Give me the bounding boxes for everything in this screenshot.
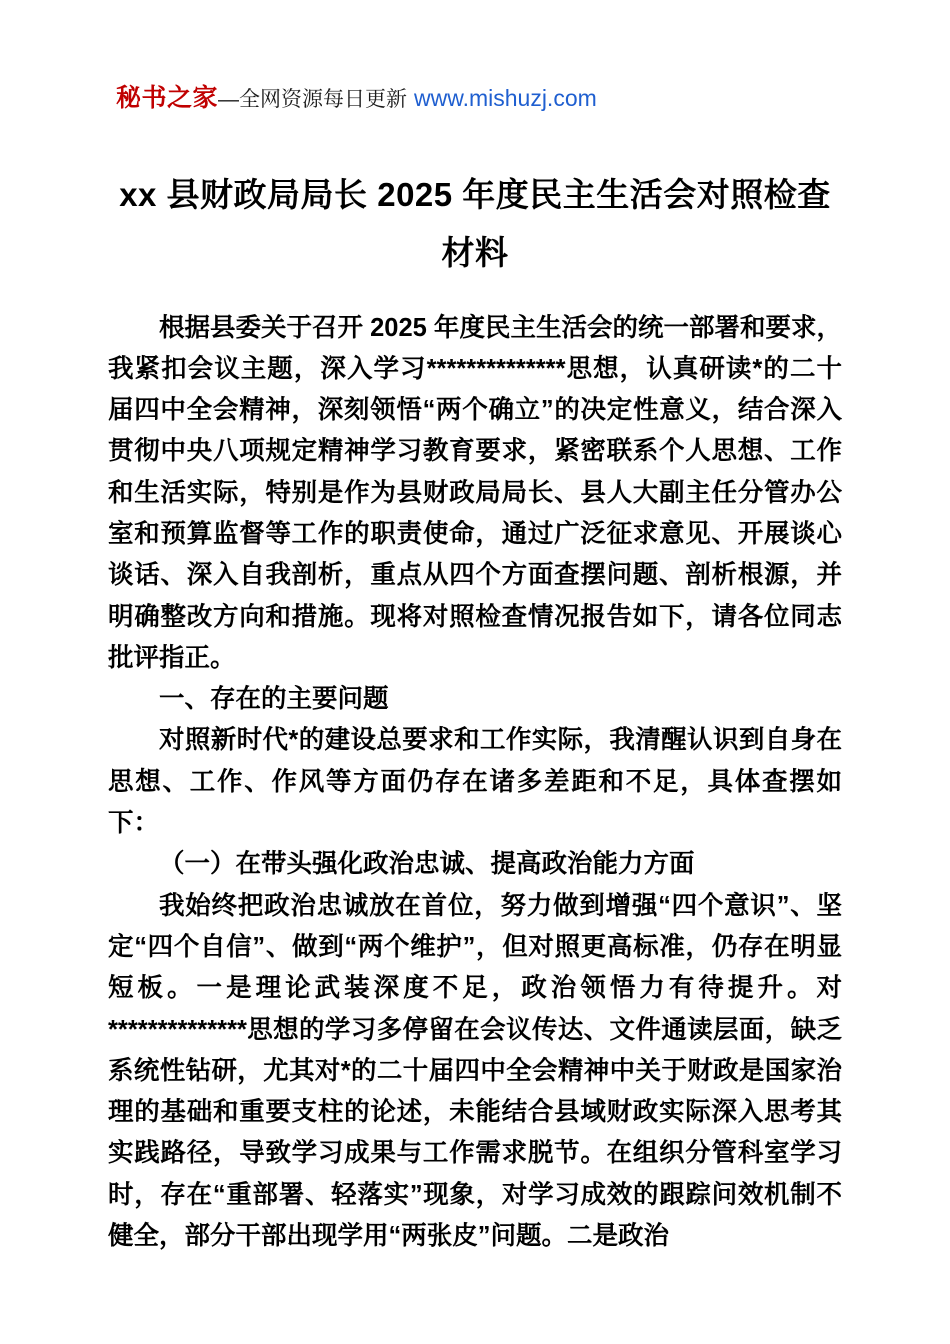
header-separator: — bbox=[218, 88, 240, 111]
header-tagline: 全网资源每日更新 bbox=[239, 88, 408, 111]
site-watermark-header bbox=[108, 78, 842, 114]
site-url-link[interactable]: www.mishuzj.com bbox=[414, 85, 597, 111]
section-heading-one: 一、存在的主要问题 bbox=[159, 685, 389, 714]
subsection-heading-one-1: （一）在带头强化政治忠诚、提高政治能力方面 bbox=[159, 850, 695, 879]
page-title: xx 县财政局局长 2025 年度民主生活会对照检查材料 bbox=[119, 176, 831, 271]
paragraph-intro: 根据县委关于召开 2025 年度民主生活会的统一部署和要求，我紧扣会议主题，深入学习**************思想，认真研读*的二十届四中全会精神，深刻领悟“两个确立”的决定性意义，结合深入贯彻中央八项规定精神学习教育要求，紧密联系个人思想、工作和生活实际，特别是作为县财政局局长、县人大副主任分管办公室和预算监督等工作的职责使命，通过广泛征求意见、开展谈心谈话、深入自我剖析，重点从四个方面查摆问题、剖析根源，并明确整改方向和措施。现将对照检查情况报告如下，请各位同志批评指正。 bbox=[108, 313, 842, 672]
site-brand-label: 秘书之家 bbox=[116, 84, 219, 112]
document-body bbox=[108, 308, 842, 1258]
paragraph-overview: 对照新时代*的建设总要求和工作实际，我清醒认识到自身在思想、工作、作风等方面仍存在诸多差距和不足，具体查摆如下： bbox=[108, 726, 842, 838]
paragraph-political-loyalty: 我始终把政治忠诚放在首位，努力做到增强“四个意识”、坚定“四个自信”、做到“两个维护”，但对照更高标准，仍存在明显短板。一是理论武装深度不足，政治领悟力有待提升。对**************思想的学习多停留在会议传达、文件通读层面，缺乏系统性钻研，尤其对*的二十届四中全会精神中关于财政是国家治理的基础和重要支柱的论述，未能结合县域财政实际深入思考其实践路径，导致学习成果与工作需求脱节。在组织分管科室学习时，存在“重部署、轻落实”现象，对学习成效的跟踪问效机制不健全，部分干部出现学用“两张皮”问题。二是政治 bbox=[108, 891, 842, 1251]
